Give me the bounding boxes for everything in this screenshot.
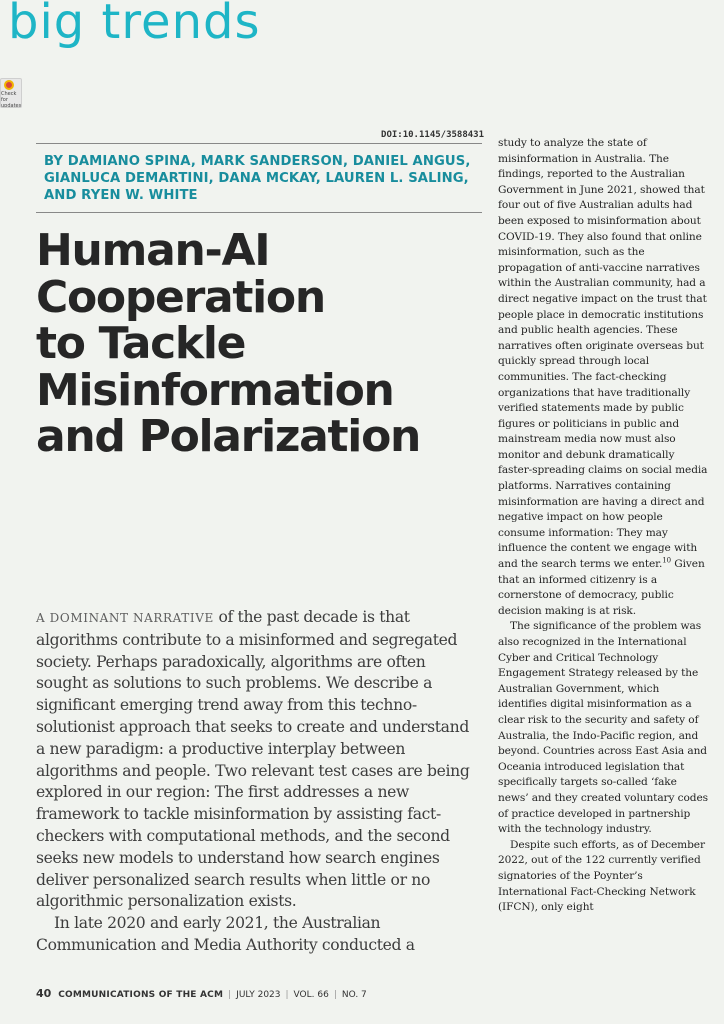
body-text: of the past decade is that algorithms contribute to a misinformed and segregated society. Perhaps paradoxically, algorithms are often sought as solutions to such problems. We describe a significant emerging trend away from this techno-solutionist approach that seeks to create and understand a new paradigm: a productive interplay between algorithms and people. Two relevant test cases are being explored in our region: The first addresses a new framework to tackle misinformation by assisting fact-checkers with computational methods, and the second seeks new models to understand how search engines deliver personalized search results when little or no algorithmic personalization exists. [36,608,470,911]
author-byline: BY DAMIANO SPINA, MARK SANDERSON, DANIEL ANGUS, GIANLUCA DEMARTINI, DANA MCKAY, LAUREN L. SALING, AND RYEN W. WHITE [44,154,471,203]
page-footer [36,987,367,1000]
check-for-updates-badge[interactable] [0,78,22,108]
headline-line: and Polarization [36,411,421,462]
divider-top [36,143,482,144]
reference-marker: 10 [662,556,671,565]
crossmark-icon [4,80,14,90]
volume: VOL. 66 [293,990,329,1000]
headline-line: to Tackle [36,318,246,369]
body-right-column [498,136,710,916]
body-text: Given that an informed citizenry is a cornerstone of democracy, public decision making is at risk. [498,558,705,617]
page-number: 40 [36,987,52,1000]
separator: | [333,990,337,1000]
body-paragraph: The significance of the problem was also recognized in the International Cyber and Critical Technology Engagement Strategy released by the Australian Government, which identifies digital misinformation as a clear risk to the security and safety of Australia, the Indo-Pacific region, and beyond. Countries across East Asia and Oceania introduced legislation that specifically targets so-called ‘fake news’ and they created voluntary codes of practice developed in partnership with the technology industry. [498,620,708,836]
publication-name: COMMUNICATIONS OF THE ACM [58,990,224,1000]
body-paragraph [36,607,476,913]
divider-bottom [36,212,482,213]
article-headline [36,225,486,462]
body-paragraph: Despite such efforts, as of December 2022, out of the 122 currently verified signatories of the Poynter’s International Fact-Checking Network (IFCN), only eight [498,838,705,914]
headline-line: Misinformation [36,364,394,416]
body-paragraph [498,136,710,619]
headline-line: Human-AI [36,225,270,276]
section-title: big trends [8,0,261,50]
body-left-column [36,607,476,957]
badge-label: Check for updates [1,91,22,108]
lead-in: A DOMINANT NARRATIVE [36,611,214,625]
headline-line: Cooperation [36,271,325,323]
doi: DOI:10.1145/3588431 [381,130,484,140]
body-text: study to analyze the state of misinformation in Australia. The findings, reported to the Australian Government in June 2021, showed that four out of five Australian adults had been exposed to misinformation about COVID-19. They also found that online misinformation, such as the propagation of anti-vaccine narratives within the Australian community, had a direct negative impact on the trust that people place in democratic institutions and public health agencies. These narratives often originate overseas but quickly spread through local communities. The fact-checking organizations that have traditionally verified statements made by public figures or politicians in public and mainstream media now must also monitor and debunk dramatically faster-spreading claims on social media platforms. Narratives containing misinformation are having a direct and negative impact on how people consume information: They may influence the content we engage with and the search terms we enter. [498,137,708,571]
separator: | [285,990,289,1000]
body-paragraph: In late 2020 and early 2021, the Australian Communication and Media Authority conducted a [36,914,415,954]
issue-number: NO. 7 [341,990,367,1000]
issue-date: JULY 2023 [236,990,281,1000]
separator: | [228,990,232,1000]
